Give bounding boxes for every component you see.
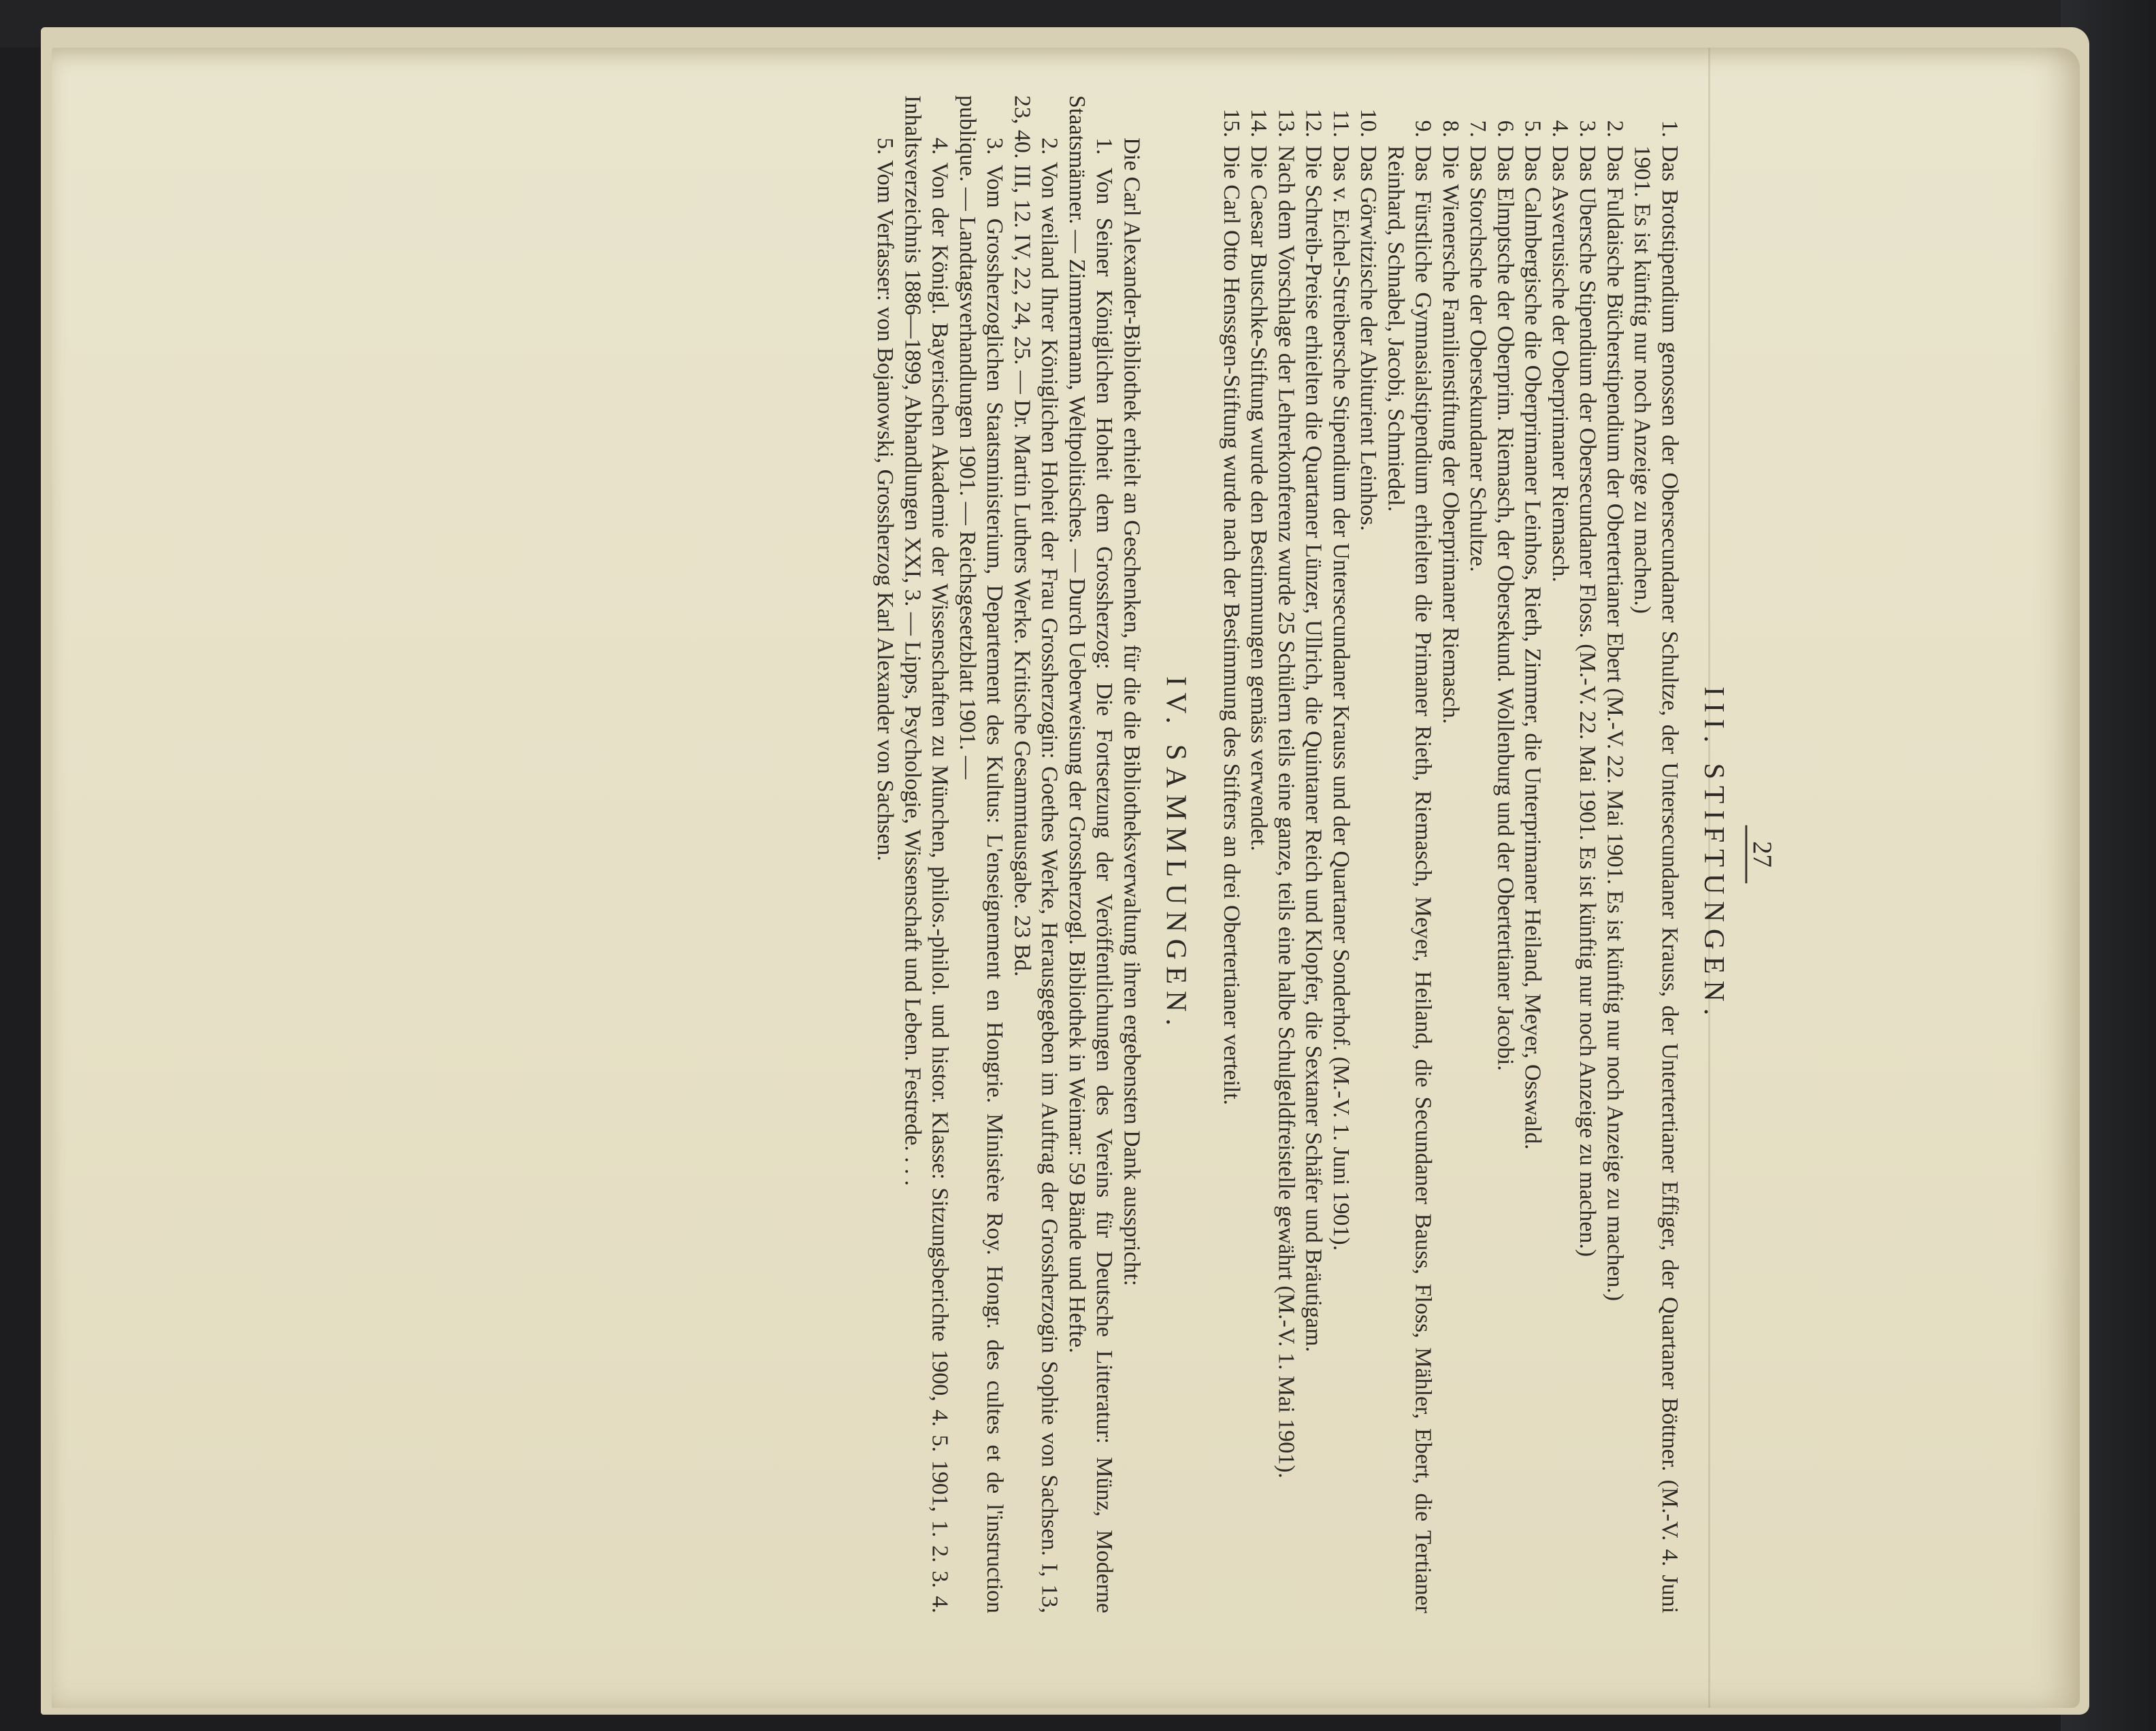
- stiftung-number: 4.: [1548, 120, 1574, 138]
- stiftung-number: 14.: [1246, 108, 1273, 138]
- section-heading-sammlungen: IV. SAMMLUNGEN.: [1160, 676, 1194, 1032]
- stiftung-number: 9.: [1411, 120, 1437, 138]
- stiftung-text: Das Görwitzische der Abiturient Leinhos.: [1356, 145, 1382, 531]
- sammlung-item: 5. Vom Verfasser: von Bojanowski, Grossherzog Karl Alexander von Sachsen.: [872, 137, 899, 861]
- sammlung-item: 3. Vom Grossherzoglichen Staatsministerium, Departement des Kultus: L'enseignement en Hongrie. Ministère Roy. Hongr. des cultes et de l'instruction publique. — Landtagsverhandlungen 1901. — Reichsgesetzblatt 1901. —: [955, 95, 1009, 1613]
- stiftung-item: [1355, 95, 1382, 1613]
- stiftung-number: 1.: [1657, 120, 1684, 138]
- sammlung-item: 1. Von Seiner Königlichen Hoheit dem Grossherzog: Die Fortsetzung der Veröffentlichungen des Vereins für Deutsche Litteratur: Münz, Moderne Staatsmänner. — Zimmermann, Weltpolitisches. — Durch Ueberweisung der Grossherzogl. Bibliothek in Weimar: 59 Bände und Hefte.: [1064, 95, 1118, 1613]
- stiftung-item: [1465, 95, 1492, 1613]
- stiftung-number: 15.: [1219, 108, 1245, 138]
- stiftung-item: [1301, 95, 1328, 1613]
- stiftung-text: Die Carl Otto Henssgen-Stiftung wurde nach der Bestimmung des Stifters an drei Obertertianer verteilt.: [1219, 145, 1245, 1106]
- section-heading-stiftungen: III. STIFTUNGEN.: [1699, 686, 1731, 1023]
- page-number: 27: [1746, 95, 1776, 1613]
- stiftung-text: Das Elmptsche der Oberprim. Riemasch, der Obersekund. Wollenburg und der Obertertianer Jacobi.: [1492, 145, 1519, 1071]
- stiftung-item: [1245, 95, 1273, 1613]
- stiftung-item: [1218, 95, 1245, 1613]
- stiftung-text: Das v. Eichel-Streibersche Stipendium der Untersecundaner Krauss und der Quartaner Sonderhof. (M.-V. 1. Juni 1901).: [1328, 145, 1355, 1251]
- sammlungen-intro: Die Carl Alexander-Bibliothek erhielt an Geschenken, für die die Bibliotheksverwaltung ihren ergebensten Dank ausspricht:: [1119, 137, 1145, 1287]
- stiftung-text: Das Fuldaische Bücherstipendium der Obertertianer Ebert (M.-V. 22. Mai 1901. Es ist künftig nur noch Anzeige zu machen.): [1602, 145, 1629, 1302]
- stiftung-number: 12.: [1301, 108, 1327, 138]
- stiftung-item: [1328, 95, 1355, 1613]
- stiftung-number: 11.: [1328, 109, 1355, 138]
- stiftung-item: [1601, 95, 1629, 1613]
- rotated-page-content: [284, 95, 1776, 1613]
- stiftungen-list: [1218, 95, 1684, 1613]
- stiftung-number: 7.: [1465, 120, 1492, 138]
- stiftung-text: Das Brotstipendium genossen der Obersecundaner Schultze, der Untersecundaner Krauss, der Untertertianer Effiger, der Quartaner Böttner. (M.-V. 4. Juni 1901. Es ist künftig nur noch Anzeige zu machen.): [1630, 145, 1684, 1614]
- stiftung-text: Das Calmbergische die Oberprimaner Leinhos, Rieth, Zimmer, die Unterprimaner Heiland, Meyer, Osswald.: [1520, 145, 1546, 1150]
- sammlungen-list: [872, 95, 1118, 1613]
- stiftung-text: Das Asverusische der Oberprimaner Riemasch.: [1548, 145, 1574, 582]
- stiftung-text: Die Schreib-Preise erhielten die Quartaner Lünzer, Ullrich, die Quintaner Reich und Klopfer, die Sextaner Schäfer und Bräutigam.: [1301, 145, 1327, 1353]
- stiftung-number: 10.: [1356, 108, 1382, 138]
- sammlung-item: 2. Von weiland Ihrer Königlichen Hoheit der Frau Grossherzogin: Goethes Werke, Herausgegeben im Auftrag der Grossherzogin Sophie von Sachsen. I, 13, 23, 40. III, 12. IV, 22, 24, 25. — Dr. Martin Luthers Werke. Kritische Gesammtausgabe. 23 Bd.: [1009, 95, 1063, 1613]
- stiftung-number: 3.: [1575, 120, 1601, 138]
- stiftung-text: Die Caesar Butschke-Stiftung wurde den Bestimmungen gemäss verwendet.: [1246, 145, 1273, 851]
- stiftung-item: [1520, 95, 1547, 1613]
- stiftung-item: [1629, 95, 1684, 1613]
- stiftung-text: Die Wienersche Familienstiftung der Oberprimaner Riemasch.: [1438, 145, 1465, 724]
- stiftung-item: [1437, 95, 1465, 1613]
- stiftung-number: 5.: [1520, 120, 1546, 138]
- sammlung-item: 4. Von der Königl. Bayerischen Akademie der Wissenschaften zu München, philos.-philol. und histor. Klasse: Sitzungsberichte 1900, 4. 5. 1901, 1. 2. 3. 4. Inhaltsverzeichnis 1886—1899, Abhandlungen XXI, 3. — Lipps, Psychologie, Wissenschaft und Leben. Festrede. . . .: [900, 95, 953, 1613]
- stiftung-number: 8.: [1438, 120, 1465, 138]
- stiftung-text: Das Storchsche der Obersekundaner Schultze.: [1465, 145, 1492, 572]
- stiftung-text: Das Fürstliche Gymnasialstipendium erhielten die Primaner Rieth, Riemasch, Meyer, Heiland, die Secundaner Bauss, Floss, Mähler, Ebert, die Tertianer Reinhard, Schnabel, Jacobi, Schmiedel.: [1383, 145, 1437, 1614]
- stiftung-number: 2.: [1602, 120, 1629, 138]
- stiftung-number: 13.: [1273, 108, 1300, 138]
- printed-text-block: [872, 95, 1776, 1613]
- stiftung-item: [1547, 95, 1574, 1613]
- stiftung-text: Nach dem Vorschlage der Lehrerkonferenz wurde 25 Schülern teils eine ganze, teils eine halbe Schulgeldfreistelle gewährt (M.-V. 1. Mai 1901).: [1273, 145, 1300, 1479]
- stiftung-item: [1492, 95, 1519, 1613]
- stiftung-item: [1382, 95, 1437, 1613]
- stiftung-item: [1574, 95, 1601, 1613]
- stiftung-item: [1273, 95, 1300, 1613]
- stiftung-text: Das Ubersche Stipendium der Obersecundaner Floss. (M.-V. 22. Mai 1901. Es ist künftig nur noch Anzeige zu machen.): [1575, 145, 1601, 1257]
- stiftung-number: 6.: [1492, 120, 1519, 138]
